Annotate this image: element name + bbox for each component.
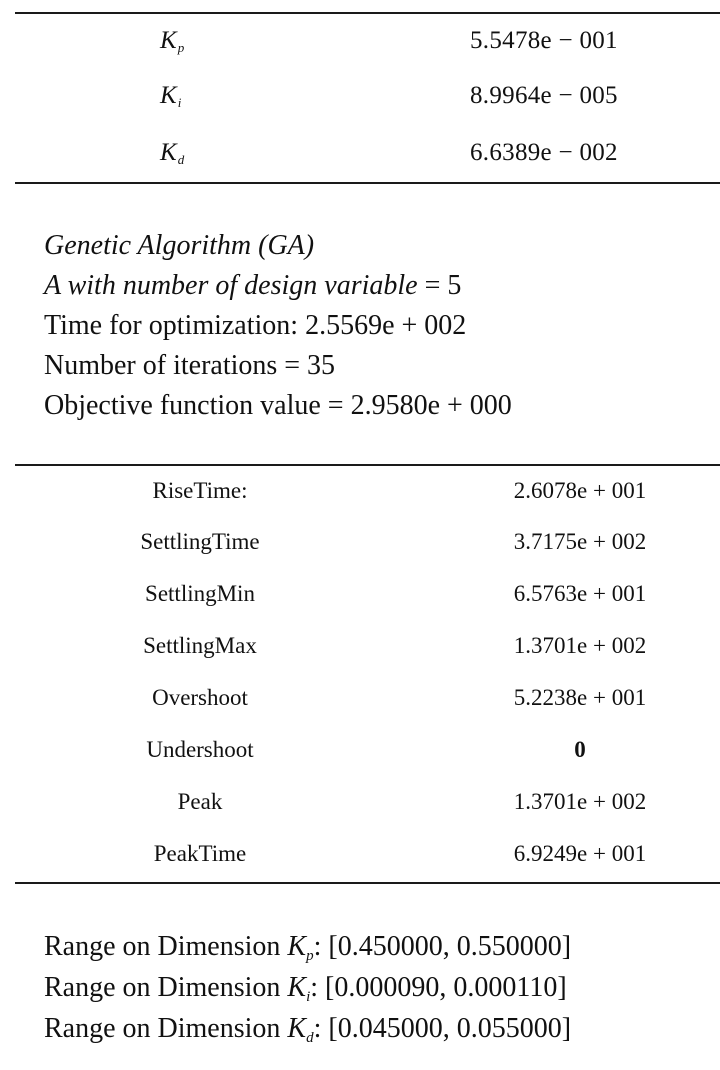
response-label: SettlingMin — [145, 581, 255, 606]
param-value-kd: 6.6389e − 002 — [470, 139, 618, 166]
response-label: Peak — [177, 789, 223, 814]
response-value: 6.9249e + 001 — [513, 841, 647, 866]
response-label: SettlingTime — [140, 529, 260, 554]
response-row — [0, 471, 720, 511]
param-row-kp — [0, 21, 720, 61]
param-row-kd — [0, 133, 720, 173]
response-label: SettlingMax — [143, 633, 257, 658]
response-label: RiseTime: — [152, 478, 248, 503]
response-value: 1.3701e + 002 — [513, 633, 647, 658]
response-table-rule-top — [15, 464, 720, 466]
range-line-kp: Range on Dimension $K_p$: [0.450000, 0.550000] — [44, 931, 572, 964]
range-line-ki: Range on Dimension $K_i$: [0.000090, 0.000110] — [44, 972, 567, 1005]
ga-iterations: Number of iterations = 35 — [44, 350, 336, 381]
response-label: Overshoot — [152, 685, 248, 710]
param-row-ki — [0, 76, 720, 116]
response-value: 0 — [574, 737, 586, 762]
response-value: 1.3701e + 002 — [513, 789, 647, 814]
param-value-kp: 5.5478e − 001 — [470, 27, 618, 54]
response-row — [0, 834, 720, 874]
response-value: 2.6078e + 001 — [513, 478, 647, 503]
ga-title: Genetic Algorithm (GA) — [44, 230, 315, 261]
response-row — [0, 626, 720, 666]
response-value: 6.5763e + 001 — [513, 581, 647, 606]
range-line-kd: Range on Dimension $K_d$: [0.045000, 0.055000] — [44, 1013, 572, 1046]
response-row — [0, 782, 720, 822]
response-row — [0, 678, 720, 718]
param-symbol-kp: $K_p$ — [160, 27, 185, 55]
response-row — [0, 730, 720, 770]
ga-objective: Objective function value = 2.9580e + 000 — [44, 390, 512, 421]
response-value: 3.7175e + 002 — [513, 529, 647, 554]
response-value: 5.2238e + 001 — [513, 685, 647, 710]
ranges-block — [44, 926, 714, 1049]
response-row — [0, 522, 720, 562]
response-label: Undershoot — [146, 737, 254, 762]
ga-description — [44, 226, 704, 426]
param-value-ki: 8.9964e − 005 — [470, 82, 618, 109]
param-symbol-kd: $K_d$ — [160, 139, 185, 167]
response-row — [0, 574, 720, 614]
param-symbol-ki: $K_i$ — [160, 82, 182, 110]
ga-time: Time for optimization: 2.5569e + 002 — [44, 310, 467, 341]
top-table-rule-bottom — [15, 182, 720, 184]
response-label: PeakTime — [153, 841, 247, 866]
top-table-rule-top — [15, 12, 720, 14]
response-table-rule-bottom — [15, 882, 720, 884]
ga-design-vars: A with number of design variable = 5 — [44, 270, 462, 301]
